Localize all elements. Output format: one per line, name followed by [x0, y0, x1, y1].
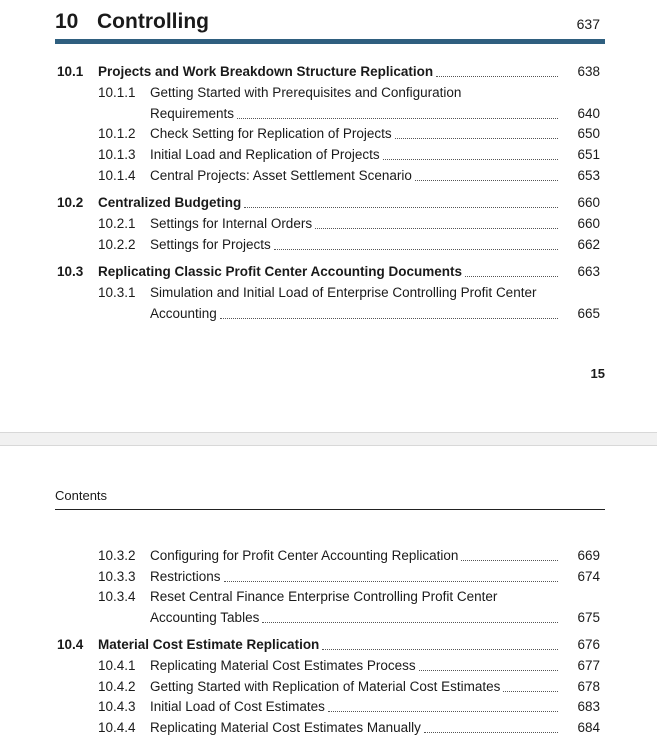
leader-dots: [395, 137, 558, 139]
page-folio: 15: [590, 366, 605, 381]
entry-title: Initial Load and Replication of Projects: [150, 147, 380, 162]
entry-title: Material Cost Estimate Replication: [98, 637, 320, 652]
toc-entry-subsection[interactable]: [0, 145, 657, 165]
entry-title: Replicating Material Cost Estimates Process: [150, 658, 416, 673]
leader-dots: [415, 179, 558, 181]
entry-title: Centralized Budgeting: [98, 195, 242, 210]
toc-entry-continuation[interactable]: [0, 104, 657, 124]
leader-dots: [224, 580, 558, 582]
entry-number: 10.2: [57, 195, 84, 210]
entry-number: 10.3.4: [98, 589, 136, 604]
entry-title: Central Projects: Asset Settlement Scenario: [150, 168, 412, 183]
toc-entry-continuation[interactable]: [0, 608, 657, 628]
entry-number: 10.2.1: [98, 216, 136, 231]
toc-entry-subsection[interactable]: [0, 587, 657, 607]
entry-title: Accounting Tables: [150, 610, 260, 625]
entry-title: Reset Central Finance Enterprise Controlling Profit Center: [150, 589, 498, 604]
entry-title: Settings for Projects: [150, 237, 271, 252]
entry-page: 678: [577, 679, 600, 694]
leader-dots: [503, 690, 558, 692]
leader-dots: [315, 227, 558, 229]
toc-entry-section[interactable]: [0, 635, 657, 655]
entry-title: Getting Started with Replication of Material Cost Estimates: [150, 679, 501, 694]
entry-title: Replicating Material Cost Estimates Manually: [150, 720, 421, 735]
running-head: Contents: [55, 488, 108, 503]
entry-page: 653: [577, 168, 600, 183]
leader-dots: [461, 559, 558, 561]
entry-title: Configuring for Profit Center Accounting Replication: [150, 548, 459, 563]
entry-page: 665: [577, 306, 600, 321]
entry-title: Simulation and Initial Load of Enterprise Controlling Profit Center: [150, 285, 537, 300]
entry-number: 10.2.2: [98, 237, 136, 252]
entry-page: 683: [577, 699, 600, 714]
toc-entry-continuation[interactable]: [0, 304, 657, 324]
leader-dots: [383, 158, 558, 160]
toc-entry-subsection[interactable]: [0, 283, 657, 303]
entry-page: 663: [577, 264, 600, 279]
entry-page: 677: [577, 658, 600, 673]
entry-page: 674: [577, 569, 600, 584]
leader-dots: [424, 731, 558, 733]
entry-number: 10.1.3: [98, 147, 136, 162]
entry-page: 662: [577, 237, 600, 252]
entry-number: 10.4.1: [98, 658, 136, 673]
chapter-heading: [55, 10, 605, 40]
entry-page: 669: [577, 548, 600, 563]
toc-entry-section[interactable]: [0, 262, 657, 282]
leader-dots: [419, 669, 558, 671]
entry-page: 675: [577, 610, 600, 625]
entry-number: 10.1.4: [98, 168, 136, 183]
leader-dots: [465, 275, 558, 277]
leader-dots: [244, 206, 558, 208]
toc-entry-subsection[interactable]: [0, 166, 657, 186]
entry-title: Requirements: [150, 106, 235, 121]
entry-number: 10.1: [57, 64, 84, 79]
toc-entry-subsection[interactable]: [0, 567, 657, 587]
leader-dots: [262, 621, 558, 623]
toc-page-bottom: [0, 446, 657, 743]
toc-entry-section[interactable]: [0, 193, 657, 213]
entry-number: 10.3.3: [98, 569, 136, 584]
toc-entry-subsection[interactable]: [0, 214, 657, 234]
entry-title: Settings for Internal Orders: [150, 216, 313, 231]
leader-dots: [237, 117, 558, 119]
leader-dots: [274, 248, 558, 250]
entry-title: Getting Started with Prerequisites and Configuration: [150, 85, 462, 100]
entry-number: 10.3: [57, 264, 84, 279]
leader-dots: [322, 648, 558, 650]
entry-page: 651: [577, 147, 600, 162]
entry-page: 660: [577, 216, 600, 231]
entry-title: Projects and Work Breakdown Structure Replication: [98, 64, 434, 79]
entry-title: Initial Load of Cost Estimates: [150, 699, 325, 714]
toc-entry-subsection[interactable]: [0, 546, 657, 566]
toc-entry-subsection[interactable]: [0, 677, 657, 697]
entry-number: 10.4.2: [98, 679, 136, 694]
entry-number: 10.3.1: [98, 285, 136, 300]
toc-entry-subsection[interactable]: [0, 697, 657, 717]
toc-entry-subsection[interactable]: [0, 656, 657, 676]
entry-page: 660: [577, 195, 600, 210]
toc-entry-subsection[interactable]: [0, 718, 657, 738]
toc-entry-section[interactable]: [0, 62, 657, 82]
toc-entry-subsection[interactable]: [0, 83, 657, 103]
entry-title: Replicating Classic Profit Center Accounting Documents: [98, 264, 463, 279]
toc-entry-subsection[interactable]: [0, 124, 657, 144]
chapter-rule: [55, 39, 605, 44]
entry-number: 10.3.2: [98, 548, 136, 563]
entry-title: Restrictions: [150, 569, 221, 584]
chapter-number: 10: [55, 10, 79, 33]
entry-page: 650: [577, 126, 600, 141]
page-separator: [0, 432, 657, 446]
chapter-title: Controlling: [97, 10, 209, 33]
entry-number: 10.4: [57, 637, 84, 652]
entry-page: 640: [577, 106, 600, 121]
entry-number: 10.4.3: [98, 699, 136, 714]
entry-number: 10.1.1: [98, 85, 136, 100]
running-head-rule: [55, 509, 605, 510]
entry-number: 10.4.4: [98, 720, 136, 735]
leader-dots: [220, 317, 558, 319]
chapter-page-number: 637: [576, 16, 600, 32]
entry-number: 10.1.2: [98, 126, 136, 141]
leader-dots: [328, 710, 558, 712]
toc-entry-subsection[interactable]: [0, 235, 657, 255]
entry-title: Check Setting for Replication of Projects: [150, 126, 392, 141]
leader-dots: [436, 75, 558, 77]
entry-page: 676: [577, 637, 600, 652]
entry-page: 638: [577, 64, 600, 79]
entry-title: Accounting: [150, 306, 217, 321]
entry-page: 684: [577, 720, 600, 735]
